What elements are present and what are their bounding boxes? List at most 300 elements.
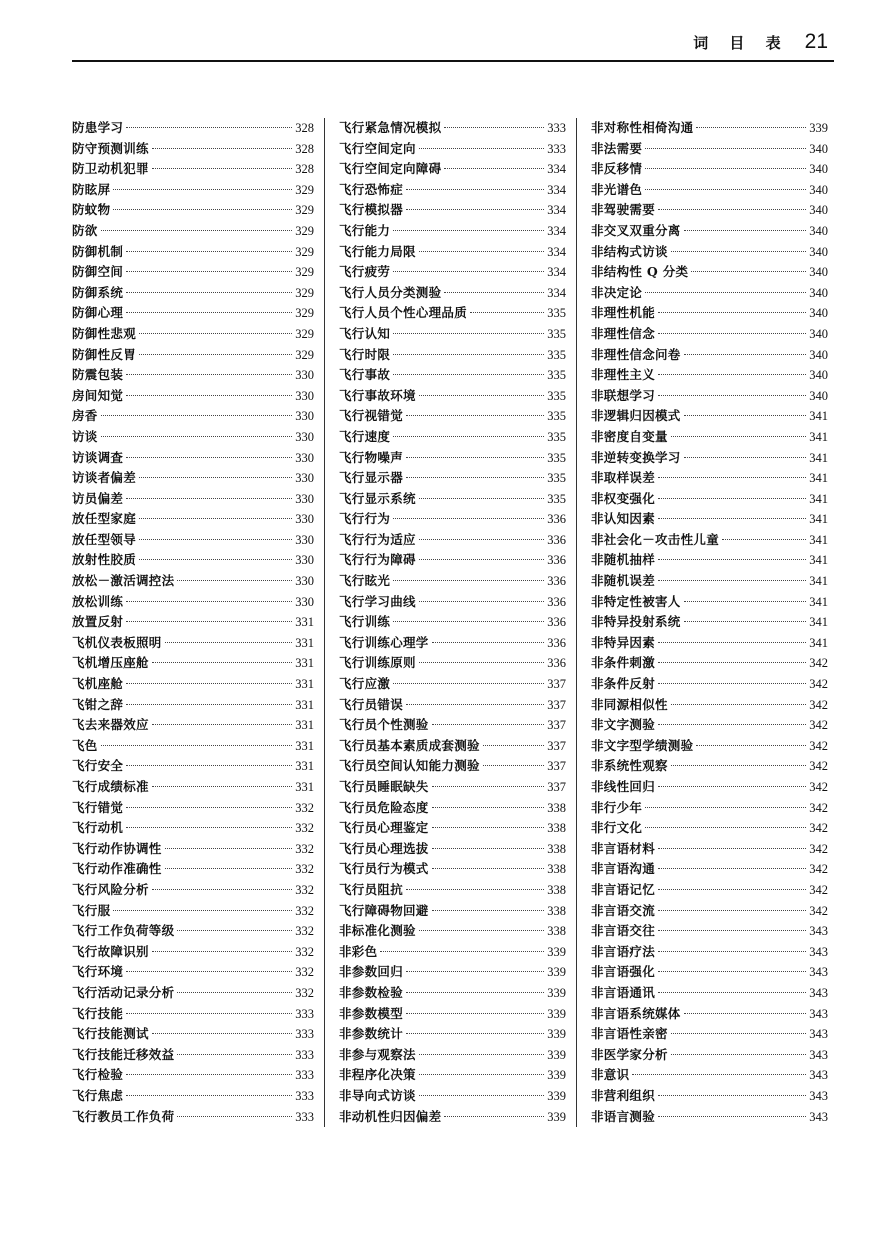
dot-leader bbox=[126, 1095, 292, 1096]
dot-leader bbox=[406, 415, 544, 416]
entry-term: 防患学习 bbox=[72, 120, 124, 135]
dot-leader bbox=[691, 271, 806, 272]
index-entry bbox=[72, 221, 314, 242]
index-entry bbox=[591, 674, 828, 695]
entry-page-number: 332 bbox=[295, 882, 314, 897]
entry-term: 飞行空间定向障碍 bbox=[339, 161, 442, 177]
entry-term: 飞行人员分类测验 bbox=[339, 284, 442, 300]
entry-page-number: 330 bbox=[295, 594, 314, 609]
dot-leader bbox=[126, 251, 292, 252]
index-entry bbox=[591, 139, 828, 160]
entry-term: 飞行员危险态度 bbox=[339, 799, 429, 815]
entry-page-number: 336 bbox=[547, 635, 566, 650]
dot-leader bbox=[658, 910, 806, 911]
dot-leader bbox=[126, 601, 292, 602]
entry-term: 非语言测验 bbox=[591, 1108, 656, 1124]
entry-page-number: 330 bbox=[295, 368, 314, 383]
entry-term: 飞钳之辞 bbox=[72, 696, 124, 712]
entry-page-number: 339 bbox=[547, 1047, 566, 1062]
header-rule bbox=[72, 60, 834, 62]
entry-term: 飞机座舱 bbox=[72, 676, 124, 692]
entry-term: 防御心理 bbox=[72, 305, 124, 321]
dot-leader bbox=[126, 807, 292, 808]
dot-leader bbox=[658, 477, 806, 478]
entry-page-number: 340 bbox=[809, 244, 828, 259]
entry-page-number: 342 bbox=[809, 821, 828, 836]
dot-leader bbox=[645, 827, 806, 828]
entry-term: 非结构性 Q 分类 bbox=[591, 264, 689, 280]
index-entry bbox=[339, 468, 566, 489]
entry-page-number: 334 bbox=[547, 265, 566, 280]
entry-page-number: 333 bbox=[295, 1006, 314, 1021]
index-entry bbox=[591, 983, 828, 1004]
index-entry bbox=[339, 345, 566, 366]
entry-page-number: 333 bbox=[295, 1109, 314, 1124]
dot-leader bbox=[419, 930, 544, 931]
entry-page-number: 332 bbox=[295, 903, 314, 918]
entry-page-number: 335 bbox=[547, 471, 566, 486]
dot-leader bbox=[658, 951, 806, 952]
entry-term: 飞行焦虑 bbox=[72, 1087, 124, 1103]
entry-term: 非言语交流 bbox=[591, 902, 656, 918]
entry-page-number: 333 bbox=[547, 121, 566, 135]
entry-page-number: 331 bbox=[295, 677, 314, 692]
dot-leader bbox=[684, 457, 807, 458]
index-entry bbox=[339, 942, 566, 963]
dot-leader bbox=[658, 683, 806, 684]
dot-leader bbox=[152, 724, 292, 725]
entry-page-number: 342 bbox=[809, 903, 828, 918]
entry-term: 防眩屏 bbox=[72, 181, 111, 197]
entry-term: 非随机误差 bbox=[591, 573, 656, 589]
entry-page-number: 339 bbox=[547, 944, 566, 959]
entry-page-number: 340 bbox=[809, 368, 828, 383]
index-entry bbox=[339, 1024, 566, 1045]
entry-term: 防御性反胃 bbox=[72, 346, 137, 362]
entry-term: 飞行模拟器 bbox=[339, 202, 404, 218]
entry-page-number: 343 bbox=[809, 1068, 828, 1083]
entry-page-number: 329 bbox=[295, 306, 314, 321]
dot-leader bbox=[406, 189, 544, 190]
entry-page-number: 333 bbox=[547, 141, 566, 156]
dot-leader bbox=[101, 436, 293, 437]
entry-term: 非社会化－攻击性儿童 bbox=[591, 531, 720, 547]
dot-leader bbox=[165, 868, 293, 869]
dot-leader bbox=[393, 271, 544, 272]
entry-page-number: 330 bbox=[295, 532, 314, 547]
entry-page-number: 330 bbox=[295, 553, 314, 568]
entry-page-number: 336 bbox=[547, 656, 566, 671]
index-entry bbox=[339, 695, 566, 716]
index-entry bbox=[591, 448, 828, 469]
index-entry bbox=[72, 777, 314, 798]
entry-page-number: 332 bbox=[295, 924, 314, 939]
entry-term: 非理性主义 bbox=[591, 367, 656, 383]
dot-leader bbox=[177, 930, 292, 931]
index-column-1 bbox=[72, 118, 324, 1127]
index-entry bbox=[591, 303, 828, 324]
entry-page-number: 342 bbox=[809, 862, 828, 877]
dot-leader bbox=[152, 168, 292, 169]
entry-term: 非密度自变量 bbox=[591, 428, 668, 444]
entry-page-number: 343 bbox=[809, 1047, 828, 1062]
entry-page-number: 333 bbox=[295, 1068, 314, 1083]
dot-leader bbox=[406, 971, 544, 972]
dot-leader bbox=[406, 209, 544, 210]
entry-term: 飞行检验 bbox=[72, 1067, 124, 1083]
dot-leader bbox=[380, 951, 544, 952]
index-entry bbox=[339, 839, 566, 860]
index-entry bbox=[339, 530, 566, 551]
dot-leader bbox=[483, 765, 544, 766]
index-entry bbox=[591, 468, 828, 489]
index-entry bbox=[591, 695, 828, 716]
index-entry bbox=[339, 406, 566, 427]
index-entry bbox=[72, 427, 314, 448]
entry-term: 访谈调查 bbox=[72, 449, 124, 465]
dot-leader bbox=[126, 271, 292, 272]
entry-term: 非权变强化 bbox=[591, 490, 656, 506]
entry-term: 飞行员心理鉴定 bbox=[339, 820, 429, 836]
entry-term: 飞行行为障碍 bbox=[339, 552, 416, 568]
entry-page-number: 329 bbox=[295, 244, 314, 259]
entry-term: 非条件反射 bbox=[591, 676, 656, 692]
dot-leader bbox=[671, 436, 806, 437]
index-entry bbox=[591, 1086, 828, 1107]
dot-leader bbox=[406, 1013, 544, 1014]
entry-term: 非逆转变换学习 bbox=[591, 449, 681, 465]
dot-leader bbox=[658, 1095, 806, 1096]
entry-page-number: 332 bbox=[295, 944, 314, 959]
index-entry bbox=[72, 592, 314, 613]
dot-leader bbox=[152, 662, 292, 663]
dot-leader bbox=[684, 415, 807, 416]
dot-leader bbox=[645, 807, 806, 808]
index-entry bbox=[72, 159, 314, 180]
index-entry bbox=[591, 571, 828, 592]
entry-page-number: 335 bbox=[547, 409, 566, 424]
entry-term: 防御性悲观 bbox=[72, 325, 137, 341]
index-columns bbox=[72, 118, 828, 1127]
index-entry bbox=[591, 1065, 828, 1086]
index-entry bbox=[339, 242, 566, 263]
index-entry bbox=[72, 242, 314, 263]
index-entry bbox=[591, 118, 828, 139]
dot-leader bbox=[658, 559, 806, 560]
dot-leader bbox=[139, 539, 292, 540]
index-entry bbox=[591, 880, 828, 901]
dot-leader bbox=[696, 745, 806, 746]
index-entry bbox=[339, 550, 566, 571]
entry-page-number: 341 bbox=[809, 512, 828, 527]
entry-term: 飞行动作准确性 bbox=[72, 861, 162, 877]
entry-page-number: 342 bbox=[809, 738, 828, 753]
dot-leader bbox=[419, 539, 544, 540]
entry-page-number: 331 bbox=[295, 615, 314, 630]
entry-term: 非文字型学绩测验 bbox=[591, 737, 694, 753]
entry-term: 非意识 bbox=[591, 1067, 630, 1083]
header-page-number: 21 bbox=[804, 30, 828, 53]
index-entry bbox=[339, 777, 566, 798]
entry-term: 飞行故障识别 bbox=[72, 943, 149, 959]
index-entry bbox=[339, 200, 566, 221]
dot-leader bbox=[658, 992, 806, 993]
entry-term: 飞行员空间认知能力测验 bbox=[339, 758, 480, 774]
dot-leader bbox=[432, 827, 545, 828]
entry-page-number: 340 bbox=[809, 223, 828, 238]
index-entry bbox=[72, 736, 314, 757]
entry-page-number: 336 bbox=[547, 574, 566, 589]
dot-leader bbox=[126, 621, 292, 622]
index-entry bbox=[72, 406, 314, 427]
dot-leader bbox=[406, 477, 544, 478]
entry-term: 放任型家庭 bbox=[72, 511, 137, 527]
index-entry bbox=[339, 139, 566, 160]
entry-term: 飞行员阻抗 bbox=[339, 881, 404, 897]
entry-page-number: 342 bbox=[809, 677, 828, 692]
index-entry bbox=[72, 180, 314, 201]
dot-leader bbox=[126, 292, 292, 293]
dot-leader bbox=[406, 1033, 544, 1034]
entry-term: 飞行技能 bbox=[72, 1005, 124, 1021]
entry-term: 非言语系统媒体 bbox=[591, 1005, 681, 1021]
entry-term: 飞行显示系统 bbox=[339, 490, 416, 506]
entry-page-number: 341 bbox=[809, 635, 828, 650]
dot-leader bbox=[419, 1095, 544, 1096]
entry-term: 房香 bbox=[72, 408, 98, 424]
entry-term: 放松－激活调控法 bbox=[72, 573, 175, 589]
index-entry bbox=[591, 365, 828, 386]
entry-page-number: 340 bbox=[809, 285, 828, 300]
index-entry bbox=[591, 715, 828, 736]
entry-page-number: 333 bbox=[295, 1047, 314, 1062]
index-entry bbox=[591, 592, 828, 613]
index-entry bbox=[72, 1065, 314, 1086]
entry-page-number: 341 bbox=[809, 471, 828, 486]
entry-term: 非言语强化 bbox=[591, 964, 656, 980]
index-entry bbox=[72, 118, 314, 139]
entry-term: 飞行行为 bbox=[339, 511, 391, 527]
dot-leader bbox=[406, 992, 544, 993]
dot-leader bbox=[393, 436, 544, 437]
entry-term: 非医学家分析 bbox=[591, 1046, 668, 1062]
entry-term: 防御系统 bbox=[72, 284, 124, 300]
entry-page-number: 343 bbox=[809, 1109, 828, 1124]
header-title: 词 目 表 bbox=[693, 34, 789, 52]
entry-term: 飞行视错觉 bbox=[339, 408, 404, 424]
entry-term: 非随机抽样 bbox=[591, 552, 656, 568]
entry-page-number: 338 bbox=[547, 841, 566, 856]
entry-page-number: 334 bbox=[547, 285, 566, 300]
entry-term: 飞行动机 bbox=[72, 820, 124, 836]
entry-term: 防御机制 bbox=[72, 243, 124, 259]
dot-leader bbox=[483, 745, 544, 746]
entry-page-number: 342 bbox=[809, 780, 828, 794]
entry-term: 非言语通讯 bbox=[591, 984, 656, 1000]
entry-term: 飞行眩光 bbox=[339, 573, 391, 589]
dot-leader bbox=[658, 848, 806, 849]
entry-page-number: 335 bbox=[547, 491, 566, 506]
entry-term: 非系统性观察 bbox=[591, 758, 668, 774]
entry-term: 防震包装 bbox=[72, 367, 124, 383]
entry-page-number: 340 bbox=[809, 141, 828, 156]
index-entry bbox=[339, 571, 566, 592]
index-column-3 bbox=[576, 118, 828, 1127]
dot-leader bbox=[696, 127, 806, 128]
index-entry bbox=[591, 283, 828, 304]
entry-term: 飞行时限 bbox=[339, 346, 391, 362]
dot-leader bbox=[101, 745, 293, 746]
entry-page-number: 341 bbox=[809, 409, 828, 424]
entry-page-number: 341 bbox=[809, 491, 828, 506]
dot-leader bbox=[658, 374, 806, 375]
entry-page-number: 342 bbox=[809, 882, 828, 897]
index-entry bbox=[72, 818, 314, 839]
entry-term: 非认知因素 bbox=[591, 511, 656, 527]
dot-leader bbox=[165, 848, 293, 849]
entry-page-number: 341 bbox=[809, 574, 828, 589]
entry-page-number: 331 bbox=[295, 697, 314, 712]
entry-page-number: 339 bbox=[547, 1109, 566, 1124]
index-entry bbox=[72, 283, 314, 304]
entry-page-number: 337 bbox=[547, 718, 566, 733]
entry-page-number: 337 bbox=[547, 759, 566, 774]
entry-term: 非光谱色 bbox=[591, 181, 643, 197]
entry-page-number: 339 bbox=[547, 1006, 566, 1021]
index-entry bbox=[591, 324, 828, 345]
entry-page-number: 335 bbox=[547, 347, 566, 362]
index-entry bbox=[339, 921, 566, 942]
index-entry bbox=[72, 612, 314, 633]
entry-page-number: 330 bbox=[295, 574, 314, 589]
index-entry bbox=[72, 674, 314, 695]
entry-page-number: 340 bbox=[809, 162, 828, 177]
entry-term: 非同源相似性 bbox=[591, 696, 668, 712]
entry-term: 非营利组织 bbox=[591, 1087, 656, 1103]
index-entry bbox=[339, 592, 566, 613]
entry-page-number: 340 bbox=[809, 347, 828, 362]
dot-leader bbox=[432, 724, 545, 725]
dot-leader bbox=[671, 765, 806, 766]
entry-term: 非程序化决策 bbox=[339, 1067, 416, 1083]
index-entry bbox=[339, 818, 566, 839]
index-entry bbox=[339, 365, 566, 386]
entry-term: 飞行学习曲线 bbox=[339, 593, 416, 609]
entry-page-number: 341 bbox=[809, 553, 828, 568]
entry-term: 飞行动作协调性 bbox=[72, 840, 162, 856]
index-entry bbox=[339, 303, 566, 324]
entry-page-number: 341 bbox=[809, 429, 828, 444]
index-entry bbox=[339, 983, 566, 1004]
index-column-2 bbox=[324, 118, 576, 1127]
entry-page-number: 338 bbox=[547, 862, 566, 877]
dot-leader bbox=[393, 374, 544, 375]
dot-leader bbox=[139, 559, 292, 560]
index-entry bbox=[591, 1004, 828, 1025]
index-entry bbox=[72, 921, 314, 942]
dot-leader bbox=[658, 786, 806, 787]
dot-leader bbox=[152, 1033, 292, 1034]
entry-term: 访员偏差 bbox=[72, 490, 124, 506]
index-entry bbox=[339, 221, 566, 242]
entry-page-number: 334 bbox=[547, 162, 566, 177]
entry-term: 非条件刺激 bbox=[591, 655, 656, 671]
index-entry bbox=[72, 880, 314, 901]
entry-term: 非逻辑归因模式 bbox=[591, 408, 681, 424]
index-entry bbox=[591, 180, 828, 201]
entry-term: 非参数回归 bbox=[339, 964, 404, 980]
dot-leader bbox=[152, 889, 292, 890]
dot-leader bbox=[177, 1116, 292, 1117]
entry-page-number: 342 bbox=[809, 697, 828, 712]
entry-page-number: 343 bbox=[809, 965, 828, 980]
entry-page-number: 329 bbox=[295, 182, 314, 197]
dot-leader bbox=[126, 704, 292, 705]
entry-page-number: 329 bbox=[295, 265, 314, 280]
entry-page-number: 328 bbox=[295, 141, 314, 156]
index-entry bbox=[339, 674, 566, 695]
entry-term: 飞行员基本素质成套测验 bbox=[339, 737, 480, 753]
index-entry bbox=[339, 880, 566, 901]
entry-term: 飞行恐怖症 bbox=[339, 181, 404, 197]
dot-leader bbox=[722, 539, 806, 540]
entry-term: 飞行物噪声 bbox=[339, 449, 404, 465]
entry-term: 非决定论 bbox=[591, 284, 643, 300]
entry-term: 非联想学习 bbox=[591, 387, 656, 403]
index-entry bbox=[72, 303, 314, 324]
dot-leader bbox=[393, 621, 544, 622]
dot-leader bbox=[658, 209, 806, 210]
dot-leader bbox=[126, 312, 292, 313]
index-entry bbox=[591, 262, 828, 283]
dot-leader bbox=[152, 951, 292, 952]
entry-term: 非动机性归因偏差 bbox=[339, 1108, 442, 1124]
entry-page-number: 339 bbox=[547, 1088, 566, 1103]
index-entry bbox=[591, 818, 828, 839]
dot-leader bbox=[684, 621, 807, 622]
entry-term: 放松训练 bbox=[72, 593, 124, 609]
entry-page-number: 343 bbox=[809, 944, 828, 959]
entry-term: 飞行成绩标准 bbox=[72, 779, 149, 794]
entry-term: 飞机增压座舱 bbox=[72, 655, 149, 671]
dot-leader bbox=[139, 518, 292, 519]
entry-term: 放任型领导 bbox=[72, 531, 137, 547]
dot-leader bbox=[658, 498, 806, 499]
index-entry bbox=[339, 715, 566, 736]
index-entry bbox=[591, 962, 828, 983]
dot-leader bbox=[419, 498, 544, 499]
entry-page-number: 331 bbox=[295, 635, 314, 650]
index-entry bbox=[339, 1086, 566, 1107]
entry-term: 飞行员心理选拔 bbox=[339, 840, 429, 856]
dot-leader bbox=[684, 354, 807, 355]
entry-page-number: 330 bbox=[295, 429, 314, 444]
entry-page-number: 339 bbox=[547, 1027, 566, 1042]
entry-term: 飞去来器效应 bbox=[72, 717, 149, 733]
index-entry bbox=[339, 612, 566, 633]
dot-leader bbox=[126, 457, 292, 458]
index-entry bbox=[339, 901, 566, 922]
dot-leader bbox=[444, 127, 544, 128]
dot-leader bbox=[432, 786, 545, 787]
index-entry bbox=[72, 633, 314, 654]
entry-page-number: 339 bbox=[809, 121, 828, 135]
dot-leader bbox=[432, 642, 545, 643]
index-entry bbox=[72, 901, 314, 922]
dot-leader bbox=[177, 992, 292, 993]
entry-term: 飞行技能测试 bbox=[72, 1026, 149, 1042]
entry-page-number: 338 bbox=[547, 800, 566, 815]
